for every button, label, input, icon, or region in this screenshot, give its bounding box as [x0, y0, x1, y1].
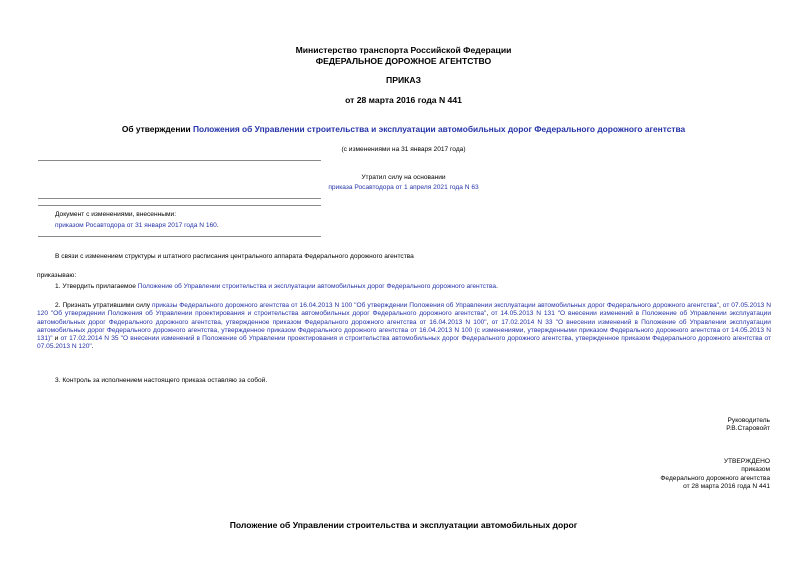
appendix-title: Положение об Управлении строительства и эксплуатации автомобильных дорог	[229, 520, 578, 530]
signature-block	[726, 417, 770, 434]
approval-agency: Федерального дорожного агентства	[660, 474, 770, 482]
paragraph-2-link-1[interactable]: приказы Федерального дорожного агентства от 16.04.2013 N 100 "Об утверждении Положения об Управлении эксплуатации автомобильных дорог Федерального дорожного агентства"	[152, 302, 720, 309]
paragraph-2-suffix: .	[91, 343, 94, 351]
paragraph-2-sep: ,	[719, 302, 723, 309]
approval-date: от 28 марта 2016 года N 441	[683, 483, 770, 491]
paragraph-2	[37, 302, 771, 352]
doc-type: ПРИКАЗ	[386, 75, 421, 85]
paragraph-2-prefix: 2. Признать утратившими силу	[55, 302, 153, 309]
paragraph-2-link-3[interactable]: от 14.05.2013 N 131 "О внесении изменений в Положение об Управлении эксплуатации автомобильных дорог Федерального дорожного агентства, утвержденное приказом Федерального дорожного агентства от 16.04.2013 N 100"	[37, 310, 771, 326]
ministry-name: Министерство транспорта Российской Федерации	[295, 45, 512, 55]
intro-paragraph: В связи с изменением структуры и штатного расписания центрального аппарата Федерального дорожного агентства	[55, 253, 414, 260]
revision-note: (с изменениями на 31 января 2017 года)	[341, 146, 466, 153]
paragraph-1-prefix: 1. Утвердить прилагаемое	[55, 283, 138, 290]
signature-position: Руководитель	[727, 417, 770, 424]
divider	[38, 198, 321, 199]
paragraph-2-sep: ,	[486, 310, 492, 318]
amendments-suffix: .	[216, 222, 219, 229]
order-word: приказываю:	[37, 272, 77, 279]
lost-force-line: Утратил силу на основании	[361, 174, 446, 181]
lost-force-link[interactable]: приказа Росавтодора от 1 апреля 2021 года N 63	[328, 184, 479, 191]
paragraph-1-suffix: .	[496, 283, 498, 290]
document-title-link[interactable]: Положения об Управлении строительства и эксплуатации автомобильных дорог Федерального дорожного агентства	[193, 124, 686, 134]
signature-name: Р.В.Старовойт	[726, 425, 770, 433]
paragraph-1-link[interactable]: Положение об Управлении строительства и эксплуатации автомобильных дорог Федерального дорожного агентства	[137, 283, 497, 290]
agency-name: ФЕДЕРАЛЬНОЕ ДОРОЖНОЕ АГЕНТСТВО	[315, 56, 492, 66]
document-title	[0, 124, 807, 134]
paragraph-2-link-2[interactable]: от 07.05.2013 N 120 "Об утверждении Положения об Управлении проектирования и строительства автомобильных дорог Федерального дорожного агентства"	[37, 302, 771, 318]
amendments-link[interactable]: приказом Росавтодора от 31 января 2017 года N 160	[55, 222, 217, 229]
paragraph-2-link-4[interactable]: от 17.02.2014 N 33 "О внесении изменений в Положение об Управлении эксплуатации автомобильных дорог Федерального дорожного агентства, утвержденное приказом Федерального дорожного агентства от 16.04.2013 N 100 (с изменениями, утвержденными приказом Федерального дорожного агентства от 14.05.2013 N 131)"	[37, 318, 771, 343]
paragraph-2-link-5[interactable]: от 17.02.2014 N 35 "О внесении изменений в Положение об Управлении проектирования и строительства автомобильных дорог Федерального дорожного агентства, утвержденное приказом Федерального дорожного агентства от 07.05.2013 N 120"	[37, 335, 771, 351]
paragraph-2-sep: ,	[486, 318, 492, 326]
divider	[38, 236, 321, 237]
divider	[38, 205, 321, 206]
approval-by-order: приказом	[741, 466, 770, 474]
divider	[38, 160, 321, 161]
approval-block	[660, 458, 770, 492]
paragraph-1	[55, 283, 498, 291]
approval-label: УТВЕРЖДЕНО	[723, 458, 770, 465]
paragraph-2-sep: и	[52, 335, 61, 343]
paragraph-3: 3. Контроль за исполнением настоящего приказа оставляю за собой.	[55, 377, 268, 384]
doc-date: от 28 марта 2016 года N 441	[345, 95, 462, 105]
amendments-line: Документ с изменениями, внесенными:	[55, 211, 177, 218]
amendments-entry	[55, 222, 219, 230]
document-title-prefix: Об утверждении	[121, 124, 194, 134]
